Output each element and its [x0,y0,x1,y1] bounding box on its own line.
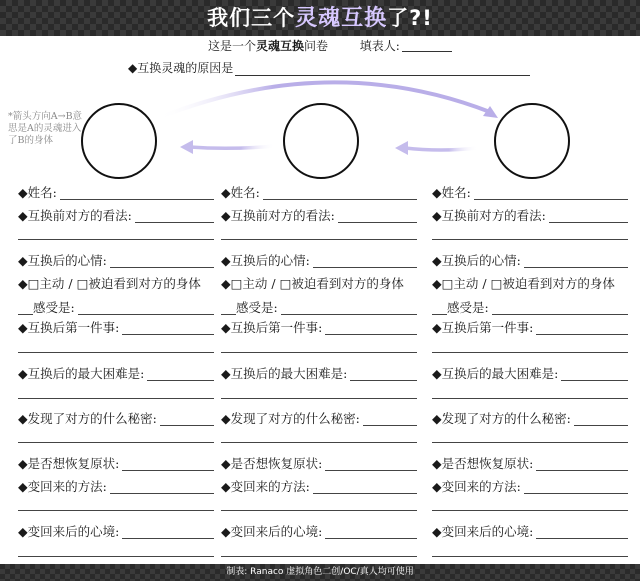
answer-line[interactable] [18,510,214,511]
field-label: ◆是否想恢复原状: [432,456,536,471]
field-label: ◆互换后的最大困难是: [18,366,147,381]
field-10 [18,523,214,541]
field-8 [432,455,628,473]
title-suffix: 了?! [387,6,433,30]
arrow-c-to-b [405,148,478,150]
answer-line[interactable] [432,352,628,353]
soul-swap-diagram [0,70,640,200]
answer-line[interactable] [18,352,214,353]
answer-line[interactable] [432,442,628,443]
answer-line[interactable] [432,239,628,240]
field-7 [221,410,417,428]
field-9 [221,478,417,496]
title-prefix: 我们三个 [207,6,296,30]
answer-line[interactable] [18,442,214,443]
field-2 [221,252,417,270]
field-5 [432,319,628,337]
field-2 [18,252,214,270]
field-10 [221,523,417,541]
field-3 [432,275,628,293]
field-label: ◆姓名: [432,185,474,200]
field-1 [221,207,417,225]
field-label: ◆□主动 / □被迫看到对方的身体 [432,276,618,291]
field-label: ◆发现了对方的什么秘密: [221,411,363,426]
page-title [0,4,640,33]
subtitle-row [208,38,452,54]
questionnaire-columns [0,182,640,562]
column-b [221,182,421,562]
field-label: ◆互换前对方的看法: [432,208,549,223]
field-9 [18,478,214,496]
field-8 [221,455,417,473]
field-label: ◆互换前对方的看法: [18,208,135,223]
field-7 [432,410,628,428]
field-label: ◆变回来的方法: [221,479,313,494]
column-a [18,182,218,562]
field-label: ◆变回来后的心境: [18,524,122,539]
field-1 [432,207,628,225]
field-5 [221,319,417,337]
arrow-c-to-b-head [395,141,408,155]
answer-line[interactable] [221,352,417,353]
field-label: ◆是否想恢复原状: [221,456,325,471]
field-6 [221,365,417,383]
answer-line[interactable] [221,442,417,443]
filler-name-field[interactable] [402,51,452,52]
field-label: ◆变回来后的心境: [221,524,325,539]
answer-line[interactable] [432,556,628,557]
field-4 [221,299,417,317]
field-8 [18,455,214,473]
field-label: ◆□主动 / □被迫看到对方的身体 [18,276,204,291]
answer-line[interactable] [221,398,417,399]
side-note: *箭头方向A→B意思是A的灵魂进入了B的身体 [8,111,83,146]
person-circle-c [495,104,569,178]
field-label: ◆互换后的最大困难是: [221,366,350,381]
field-label: ◆互换后第一件事: [18,320,122,335]
field-label: 感受是: [447,300,492,315]
field-1 [18,207,214,225]
reason-label: ◆互换灵魂的原因是 [128,61,234,75]
field-label: 感受是: [33,300,78,315]
field-label: 感受是: [236,300,281,315]
field-4 [432,299,628,317]
field-label: ◆姓名: [18,185,60,200]
field-2 [432,252,628,270]
answer-line[interactable] [432,398,628,399]
arrow-b-to-a-head [180,140,193,154]
field-label: ◆姓名: [221,185,263,200]
field-3 [18,275,214,293]
field-3 [221,275,417,293]
field-0 [18,184,214,202]
field-0 [432,184,628,202]
field-label: ◆□主动 / □被迫看到对方的身体 [221,276,407,291]
title-highlight: 灵魂互换 [295,6,388,31]
person-circle-b [284,104,358,178]
field-4 [18,299,214,317]
field-label: ◆互换前对方的看法: [221,208,338,223]
field-label: ◆变回来的方法: [432,479,524,494]
answer-line[interactable] [221,510,417,511]
answer-line[interactable] [221,556,417,557]
field-7 [18,410,214,428]
field-0 [221,184,417,202]
field-6 [18,365,214,383]
field-label: ◆互换后的心情: [221,253,313,268]
field-label: ◆发现了对方的什么秘密: [432,411,574,426]
field-10 [432,523,628,541]
footer-text: 制表: Ranaco 虚拟角色二创/OC/真人均可使用 [226,567,414,577]
subtitle-bold: 灵魂互换 [256,39,305,53]
field-label: ◆互换后的心情: [432,253,524,268]
field-label: ◆互换后第一件事: [221,320,325,335]
field-label: ◆变回来的方法: [18,479,110,494]
field-label: ◆互换后的心情: [18,253,110,268]
column-c [432,182,632,562]
field-6 [432,365,628,383]
arrow-b-to-a [190,146,275,148]
field-label: ◆是否想恢复原状: [18,456,122,471]
answer-line[interactable] [18,239,214,240]
field-9 [432,478,628,496]
field-label: ◆变回来后的心境: [432,524,536,539]
answer-line[interactable] [18,556,214,557]
field-label: ◆互换后第一件事: [432,320,536,335]
subtitle-part2: 问卷 [304,39,329,53]
footer-band [0,564,640,581]
subtitle-part1: 这是一个 [208,39,257,53]
answer-line[interactable] [221,239,417,240]
field-label: ◆互换后的最大困难是: [432,366,561,381]
field-5 [18,319,214,337]
person-circle-a [82,104,156,178]
field-label: ◆发现了对方的什么秘密: [18,411,160,426]
answer-line[interactable] [432,510,628,511]
answer-line[interactable] [18,398,214,399]
filler-label: 填表人: [359,39,400,53]
